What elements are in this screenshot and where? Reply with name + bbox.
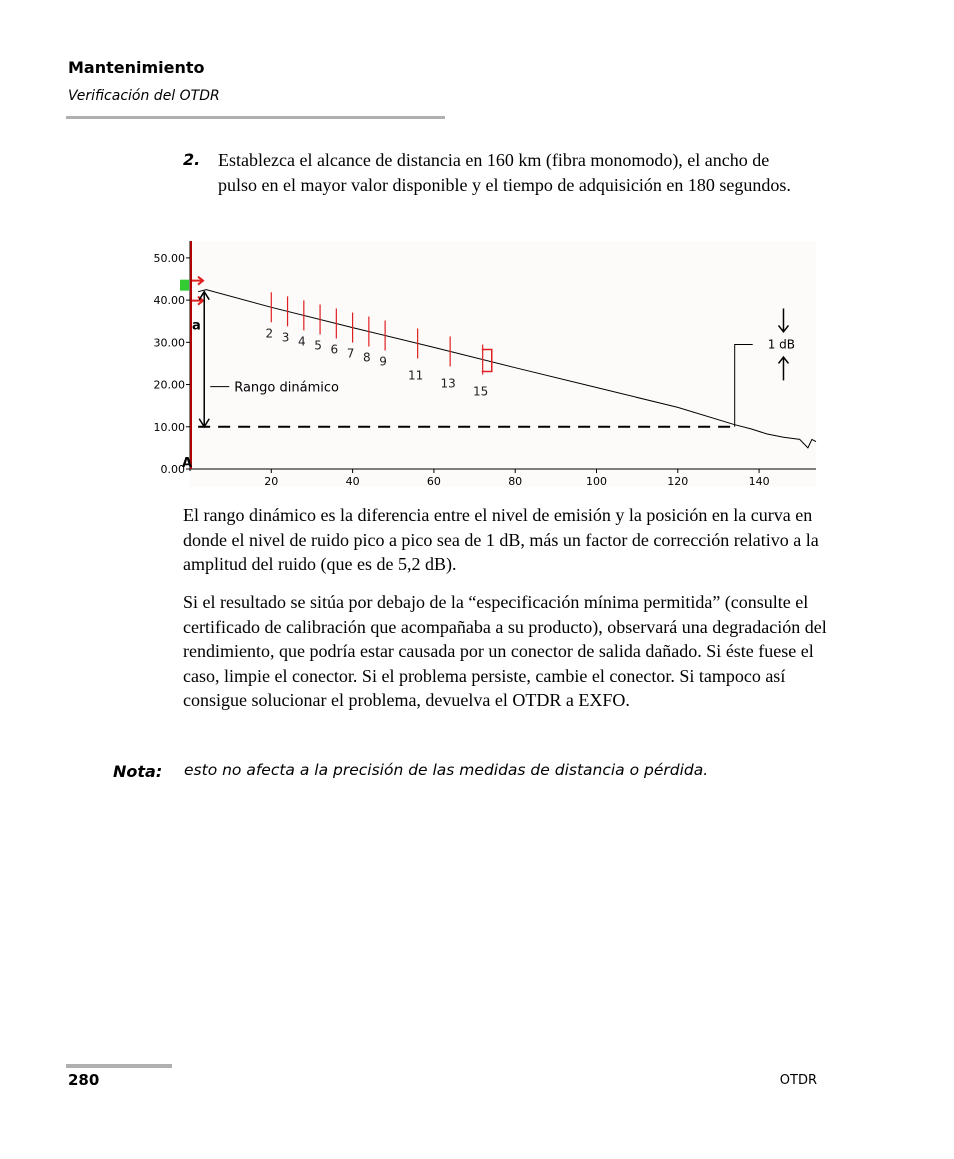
dynamic-range-label: Rango dinámico — [234, 380, 339, 396]
marker-a-label: a — [192, 318, 201, 334]
y-tick-label: 10.00 — [153, 420, 185, 434]
event-label: 13 — [440, 376, 456, 391]
x-tick-label: 100 — [585, 475, 607, 488]
event-label: 2 — [265, 326, 274, 341]
y-tick-label: 50.00 — [153, 251, 185, 265]
y-tick-label: 30.00 — [153, 336, 185, 350]
y-tick-label: 0.00 — [160, 463, 185, 476]
event-label: 5 — [314, 338, 322, 353]
event-label: 8 — [363, 350, 371, 365]
section-title: Mantenimiento — [68, 58, 205, 77]
event-label: 7 — [346, 346, 355, 361]
x-tick-label: 60 — [426, 475, 441, 488]
event-label: 4 — [297, 334, 306, 349]
otdr-trace-chart — [138, 238, 818, 490]
footer-divider — [66, 1064, 172, 1068]
x-tick-label: 80 — [508, 475, 523, 488]
event-label: 11 — [407, 368, 424, 383]
event-label: 15 — [473, 384, 489, 399]
note-text: esto no afecta a la precisión de las medidas de distancia o pérdida. — [184, 761, 709, 779]
note-label: Nota: — [113, 762, 163, 781]
paragraph-dynamic-range: El rango dinámico es la diferencia entre el nivel de emisión y la posición en la curva en donde el nivel de ruido pico a pico sea de 1 dB, más un factor de corrección relativo a la amplitud del ruido (que es de 5,2 dB). — [183, 505, 819, 574]
y-tick-label: 40.00 — [153, 294, 185, 308]
x-tick-label: 140 — [748, 475, 770, 488]
step-text: Establezca el alcance de distancia en 160 km (fibra monomodo), el ancho de pulso en el mayor valor disponible y el tiempo de adquisición en 180 segundos. — [218, 150, 791, 195]
header-divider — [66, 116, 445, 119]
event-label: 3 — [281, 330, 290, 345]
launch-marker — [180, 280, 189, 291]
step-number: 2. — [183, 150, 201, 169]
event-label: 9 — [379, 354, 387, 369]
plot-area — [190, 241, 816, 487]
subsection-title: Verificación del OTDR — [68, 88, 220, 104]
marker-a2-label: A — [182, 456, 193, 471]
y-tick-label: 20.00 — [153, 378, 185, 392]
event-label: 6 — [330, 342, 339, 357]
page-number: 280 — [68, 1071, 100, 1089]
x-tick-label: 120 — [667, 475, 689, 488]
noise-peak-label: 1 dB — [767, 337, 796, 352]
paragraph-specification: Si el resultado se sitúa por debajo de la “especificación mínima permitida” (consulte el certificado de calibración que acompañaba a su producto), observará una degradación del rendimiento, que podría estar causada por un conector de salida dañado. Si éste fuese el caso, limpie el conector. Si el problema persiste, cambie el conector. Si tampoco así consigue solucionar el problema, devuelva el OTDR a EXFO. — [183, 592, 827, 710]
otdr-trace-svg — [138, 238, 818, 490]
footer-product-name: OTDR — [779, 1073, 817, 1088]
x-tick-label: 40 — [345, 475, 360, 488]
x-tick-label: 20 — [264, 475, 279, 488]
